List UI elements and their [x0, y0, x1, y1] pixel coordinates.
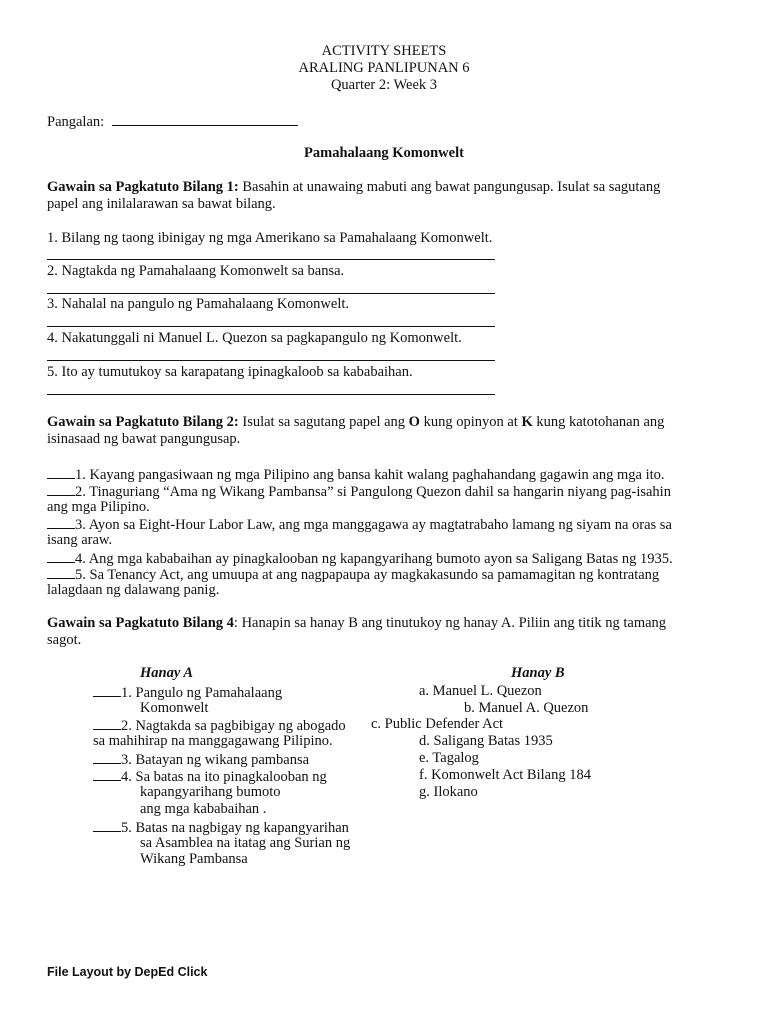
gawain2-item-2-cont: ang mga Pilipino.: [47, 499, 150, 515]
gawain4-heading: Gawain sa Pagkatuto Bilang 4: [47, 615, 234, 631]
gawain1-item-4: 4. Nakatunggali ni Manuel L. Quezon sa pagkapangulo ng Komonwelt.: [47, 330, 462, 346]
gawain2-instr-b: kung opinyon at: [419, 414, 522, 430]
hanay-a-item-2-text: 2. Nagtakda sa pagbibigay ng abogado: [121, 718, 346, 734]
hanay-a-item-3-text: 3. Batayan ng wikang pambansa: [121, 752, 310, 768]
answer-blank: [93, 818, 121, 832]
answer-line-4: [47, 360, 495, 361]
hanay-a-heading: Hanay A: [140, 665, 194, 681]
gawain1-item-1: 1. Bilang ng taong ibinigay ng mga Amerikano sa Pamahalaang Komonwelt.: [47, 230, 493, 246]
gawain2-item-1-text: 1. Kayang pangasiwaan ng mga Pilipino ang bansa kahit walang paghahandang gagawin ang mga ito.: [75, 467, 665, 483]
gawain4-instruction: [47, 615, 666, 632]
gawain2-item-3-cont: isang araw.: [47, 532, 113, 548]
hanay-a-item-5-cont-1: sa Asamblea na itatag ang Surian ng: [140, 835, 351, 851]
hanay-b-choice-d: d. Saligang Batas 1935: [419, 733, 553, 749]
gawain2-item-2-text: 2. Tinaguriang “Ama ng Wikang Pambansa” si Pangulong Quezon dahil sa hangarin niyang pag-isahin: [75, 484, 671, 500]
letter-k: K: [521, 414, 533, 430]
name-blank: [112, 111, 298, 126]
gawain2-instr-2: isinasaad ng bawat pangungusap.: [47, 431, 241, 447]
gawain2-item-5-cont: lalagdaan ng dalawang panig.: [47, 582, 220, 598]
answer-blank: [93, 767, 121, 781]
gawain1-item-2: 2. Nagtakda ng Pamahalaang Komonwelt sa bansa.: [47, 263, 345, 279]
hanay-a-item-4-text: 4. Sa batas na ito pinagkalooban ng: [121, 769, 327, 785]
hanay-a-item-2-cont: sa mahihirap na manggagawang Pilipino.: [93, 733, 333, 749]
hanay-a-item-4-cont-2: ang mga kababaihan .: [140, 801, 267, 817]
hanay-a-item-5-text: 5. Batas na nagbigay ng kapangyarihan: [121, 820, 349, 836]
gawain2-item-3-text: 3. Ayon sa Eight-Hour Labor Law, ang mga manggagawa ay magtatrabaho lamang ng siyam na oras sa: [75, 517, 672, 533]
gawain1-instruction: [47, 179, 660, 196]
hanay-a-item-4-cont-1: kapangyarihang bumoto: [140, 784, 281, 800]
answer-blank: [93, 750, 121, 764]
sheet-subject: ARALING PANLIPUNAN 6: [298, 60, 470, 76]
answer-blank: [47, 465, 75, 479]
answer-line-2: [47, 293, 495, 294]
hanay-a-item-1-cont: Komonwelt: [140, 700, 209, 716]
footer-credit: File Layout by DepEd Click: [47, 965, 208, 979]
topic-title: Pamahalaang Komonwelt: [304, 145, 464, 161]
hanay-b-choice-c: c. Public Defender Act: [371, 716, 504, 732]
letter-o: O: [408, 414, 420, 430]
answer-blank: [47, 482, 75, 496]
hanay-b-heading: Hanay B: [511, 665, 565, 681]
hanay-b-choice-g: g. Ilokano: [419, 784, 478, 800]
answer-blank: [47, 549, 75, 563]
answer-blank: [93, 716, 121, 730]
gawain4-instr-1: : Hanapin sa hanay B ang tinutukoy ng hanay A. Piliin ang titik ng tamang: [233, 615, 667, 631]
hanay-a-item-1-text: 1. Pangulo ng Pamahalaang: [121, 685, 283, 701]
gawain2-instr-a: Isulat sa sagutang papel ang: [238, 414, 409, 430]
gawain2-item-4-text: 4. Ang mga kababaihan ay pinagkalooban ng kapangyarihang bumoto ayon sa Saligang Batas ng 1935.: [75, 551, 673, 567]
answer-blank: [93, 683, 121, 697]
sheet-title: ACTIVITY SHEETS: [321, 43, 447, 59]
hanay-a-item-5-cont-2: Wikang Pambansa: [140, 851, 248, 867]
sheet-quarter: Quarter 2: Week 3: [330, 77, 438, 93]
answer-blank: [47, 565, 75, 579]
answer-line-3: [47, 326, 495, 327]
gawain2-instruction: [47, 414, 664, 431]
gawain2-instr-c: kung katotohanan ang: [532, 414, 665, 430]
hanay-b-choice-a: a. Manuel L. Quezon: [419, 683, 542, 699]
gawain1-item-5: 5. Ito ay tumutukoy sa karapatang ipinagkaloob sa kababaihan.: [47, 364, 413, 380]
answer-line-5: [47, 394, 495, 395]
name-label: Pangalan:: [47, 114, 105, 130]
gawain1-item-3: 3. Nahalal na pangulo ng Pamahalaang Komonwelt.: [47, 296, 350, 312]
hanay-b-choice-b: b. Manuel A. Quezon: [464, 700, 589, 716]
hanay-b-choice-f: f. Komonwelt Act Bilang 184: [419, 767, 591, 783]
gawain4-instr-2: sagot.: [47, 632, 82, 648]
gawain2-item-5-text: 5. Sa Tenancy Act, ang umuupa at ang nagpapaupa ay magkakasundo sa pamamagitan ng kontratang: [75, 567, 660, 583]
gawain1-instr-2: papel ang inilalarawan sa bawat bilang.: [47, 196, 276, 212]
hanay-b-choice-e: e. Tagalog: [419, 750, 479, 766]
gawain1-instr-1: Basahin at unawaing mabuti ang bawat pangungusap. Isulat sa sagutang: [238, 179, 661, 195]
name-row: [47, 111, 298, 131]
answer-blank: [47, 515, 75, 529]
gawain2-heading: Gawain sa Pagkatuto Bilang 2:: [47, 414, 239, 430]
answer-line-1: [47, 259, 495, 260]
gawain2-item-3: [47, 515, 672, 534]
gawain1-heading: Gawain sa Pagkatuto Bilang 1:: [47, 179, 239, 195]
